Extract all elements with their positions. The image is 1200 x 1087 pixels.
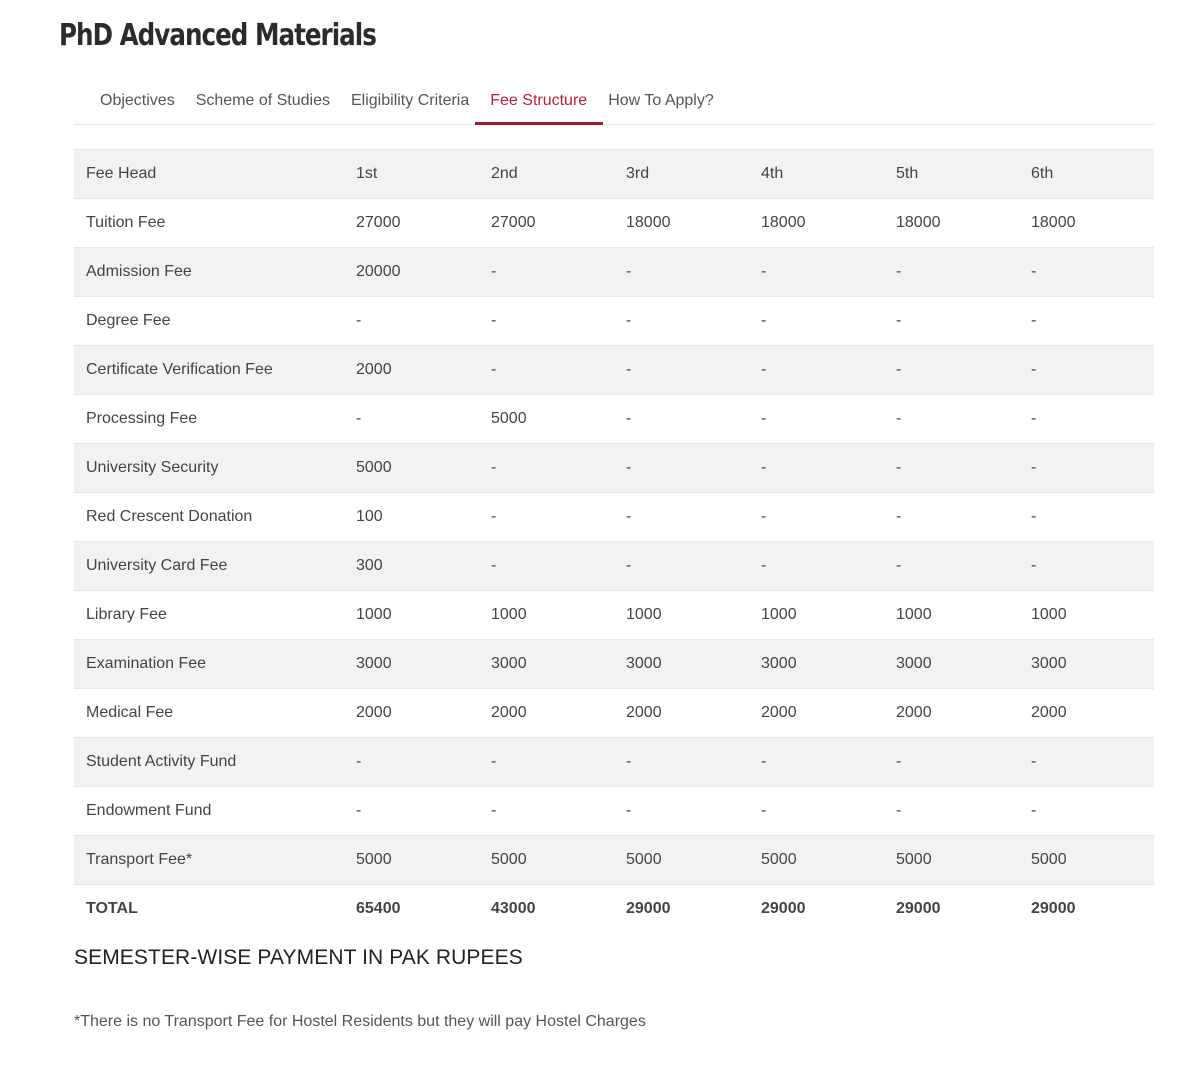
fee-amount-cell: 100 xyxy=(344,493,479,542)
fee-amount-cell: - xyxy=(479,493,614,542)
fee-amount-cell: 1000 xyxy=(749,591,884,640)
table-row xyxy=(74,346,1154,395)
table-row xyxy=(74,689,1154,738)
fee-amount-cell: - xyxy=(749,395,884,444)
table-row xyxy=(74,248,1154,297)
fee-amount-cell: - xyxy=(1019,297,1154,346)
fee-amount-cell: - xyxy=(884,248,1019,297)
fee-head-cell: University Security xyxy=(74,444,344,493)
fee-amount-cell: - xyxy=(614,248,749,297)
table-row xyxy=(74,493,1154,542)
fee-amount-cell: 1000 xyxy=(1019,591,1154,640)
fee-amount-cell: 1000 xyxy=(344,591,479,640)
fee-amount-cell: 20000 xyxy=(344,248,479,297)
fee-amount-cell: - xyxy=(749,248,884,297)
fee-amount-cell: 1000 xyxy=(884,591,1019,640)
fee-amount-cell: - xyxy=(1019,395,1154,444)
fee-amount-cell: 3000 xyxy=(344,640,479,689)
fee-amount-cell: - xyxy=(884,787,1019,836)
fee-amount-cell: 3000 xyxy=(1019,640,1154,689)
fee-amount-cell: 5000 xyxy=(884,836,1019,885)
fee-amount-cell: 1000 xyxy=(479,591,614,640)
fee-amount-cell: - xyxy=(749,542,884,591)
table-row xyxy=(74,199,1154,248)
fee-amount-cell: 18000 xyxy=(884,199,1019,248)
table-row xyxy=(74,836,1154,885)
fee-amount-cell: - xyxy=(884,297,1019,346)
fee-head-cell: Red Crescent Donation xyxy=(74,493,344,542)
table-row xyxy=(74,738,1154,787)
fee-amount-cell: 27000 xyxy=(479,199,614,248)
fee-amount-cell: - xyxy=(614,346,749,395)
fee-head-cell: University Card Fee xyxy=(74,542,344,591)
fee-amount-cell: - xyxy=(614,395,749,444)
fee-amount-cell: 2000 xyxy=(884,689,1019,738)
header-fee-head: Fee Head xyxy=(74,150,344,199)
fee-amount-cell: - xyxy=(1019,738,1154,787)
fee-amount-cell: 3000 xyxy=(479,640,614,689)
fee-amount-cell: - xyxy=(884,542,1019,591)
fee-head-cell: Endowment Fund xyxy=(74,787,344,836)
fee-amount-cell: 3000 xyxy=(614,640,749,689)
table-row xyxy=(74,591,1154,640)
fee-amount-cell: 2000 xyxy=(479,689,614,738)
fee-head-cell: Tuition Fee xyxy=(74,199,344,248)
fee-amount-cell: 5000 xyxy=(1019,836,1154,885)
page-title: PhD Advanced Materials xyxy=(59,18,376,53)
fee-amount-cell: 3000 xyxy=(884,640,1019,689)
fee-amount-cell: - xyxy=(884,346,1019,395)
fee-amount-cell: - xyxy=(884,444,1019,493)
fee-amount-cell: - xyxy=(749,346,884,395)
fee-amount-cell: - xyxy=(614,444,749,493)
fee-amount-cell: - xyxy=(614,493,749,542)
table-row xyxy=(74,297,1154,346)
fee-head-cell: Examination Fee xyxy=(74,640,344,689)
fee-head-cell: Degree Fee xyxy=(74,297,344,346)
header-semester: 4th xyxy=(749,150,884,199)
fee-structure-table xyxy=(74,149,1154,933)
total-amount-cell: 29000 xyxy=(1019,885,1154,934)
fee-amount-cell: - xyxy=(479,738,614,787)
fee-amount-cell: - xyxy=(1019,542,1154,591)
fee-amount-cell: - xyxy=(479,444,614,493)
fee-amount-cell: - xyxy=(479,297,614,346)
fee-amount-cell: 5000 xyxy=(479,836,614,885)
total-amount-cell: 29000 xyxy=(884,885,1019,934)
fee-amount-cell: - xyxy=(749,493,884,542)
fee-amount-cell: - xyxy=(344,738,479,787)
fee-amount-cell: - xyxy=(884,493,1019,542)
table-total-row xyxy=(74,885,1154,934)
footnote: *There is no Transport Fee for Hostel Residents but they will pay Hostel Charges xyxy=(74,1013,646,1030)
header-semester: 2nd xyxy=(479,150,614,199)
fee-head-cell: Transport Fee* xyxy=(74,836,344,885)
fee-amount-cell: 5000 xyxy=(344,444,479,493)
fee-head-cell: Library Fee xyxy=(74,591,344,640)
fee-amount-cell: 2000 xyxy=(344,689,479,738)
fee-amount-cell: 18000 xyxy=(1019,199,1154,248)
header-semester: 1st xyxy=(344,150,479,199)
tab-eligibility-criteria[interactable]: Eligibility Criteria xyxy=(351,92,470,109)
fee-amount-cell: - xyxy=(884,395,1019,444)
fee-amount-cell: 27000 xyxy=(344,199,479,248)
fee-head-cell: Medical Fee xyxy=(74,689,344,738)
table-row xyxy=(74,395,1154,444)
fee-amount-cell: - xyxy=(1019,346,1154,395)
fee-amount-cell: 2000 xyxy=(749,689,884,738)
fee-amount-cell: - xyxy=(344,395,479,444)
fee-amount-cell: - xyxy=(749,738,884,787)
fee-amount-cell: 2000 xyxy=(1019,689,1154,738)
table-row xyxy=(74,444,1154,493)
tab-fee-structure[interactable]: Fee Structure xyxy=(490,78,608,124)
header-semester: 5th xyxy=(884,150,1019,199)
fee-amount-cell: - xyxy=(479,542,614,591)
fee-amount-cell: 5000 xyxy=(344,836,479,885)
header-semester: 3rd xyxy=(614,150,749,199)
table-header-row xyxy=(74,150,1154,199)
fee-amount-cell: - xyxy=(884,738,1019,787)
fee-amount-cell: - xyxy=(1019,493,1154,542)
fee-head-cell: Student Activity Fund xyxy=(74,738,344,787)
header-semester: 6th xyxy=(1019,150,1154,199)
fee-amount-cell: 5000 xyxy=(479,395,614,444)
fee-amount-cell: 2000 xyxy=(344,346,479,395)
fee-amount-cell: - xyxy=(1019,787,1154,836)
fee-amount-cell: 18000 xyxy=(614,199,749,248)
fee-amount-cell: - xyxy=(614,542,749,591)
table-caption: SEMESTER-WISE PAYMENT IN PAK RUPEES xyxy=(74,946,523,969)
table-row xyxy=(74,787,1154,836)
tab-how-to-apply[interactable]: How To Apply? xyxy=(608,92,714,109)
fee-amount-cell: - xyxy=(749,787,884,836)
total-amount-cell: 65400 xyxy=(344,885,479,934)
tab-objectives[interactable]: Objectives xyxy=(100,92,175,109)
total-label: TOTAL xyxy=(74,885,344,934)
fee-amount-cell: - xyxy=(344,297,479,346)
total-amount-cell: 29000 xyxy=(749,885,884,934)
table-row xyxy=(74,640,1154,689)
total-amount-cell: 43000 xyxy=(479,885,614,934)
fee-amount-cell: - xyxy=(479,787,614,836)
fee-head-cell: Processing Fee xyxy=(74,395,344,444)
fee-amount-cell: - xyxy=(1019,248,1154,297)
fee-amount-cell: - xyxy=(614,297,749,346)
fee-amount-cell: - xyxy=(614,738,749,787)
fee-amount-cell: 1000 xyxy=(614,591,749,640)
tab-scheme-of-studies[interactable]: Scheme of Studies xyxy=(195,92,330,109)
fee-amount-cell: 5000 xyxy=(749,836,884,885)
fee-amount-cell: - xyxy=(614,787,749,836)
fee-amount-cell: - xyxy=(479,248,614,297)
total-amount-cell: 29000 xyxy=(614,885,749,934)
fee-amount-cell: 300 xyxy=(344,542,479,591)
fee-amount-cell: - xyxy=(749,444,884,493)
fee-amount-cell: 2000 xyxy=(614,689,749,738)
fee-amount-cell: - xyxy=(1019,444,1154,493)
fee-head-cell: Certificate Verification Fee xyxy=(74,346,344,395)
fee-amount-cell: 3000 xyxy=(749,640,884,689)
fee-amount-cell: - xyxy=(749,297,884,346)
fee-amount-cell: 5000 xyxy=(614,836,749,885)
fee-amount-cell: 18000 xyxy=(749,199,884,248)
table-row xyxy=(74,542,1154,591)
tab-bar xyxy=(74,78,1154,125)
fee-head-cell: Admission Fee xyxy=(74,248,344,297)
fee-amount-cell: - xyxy=(479,346,614,395)
fee-amount-cell: - xyxy=(344,787,479,836)
